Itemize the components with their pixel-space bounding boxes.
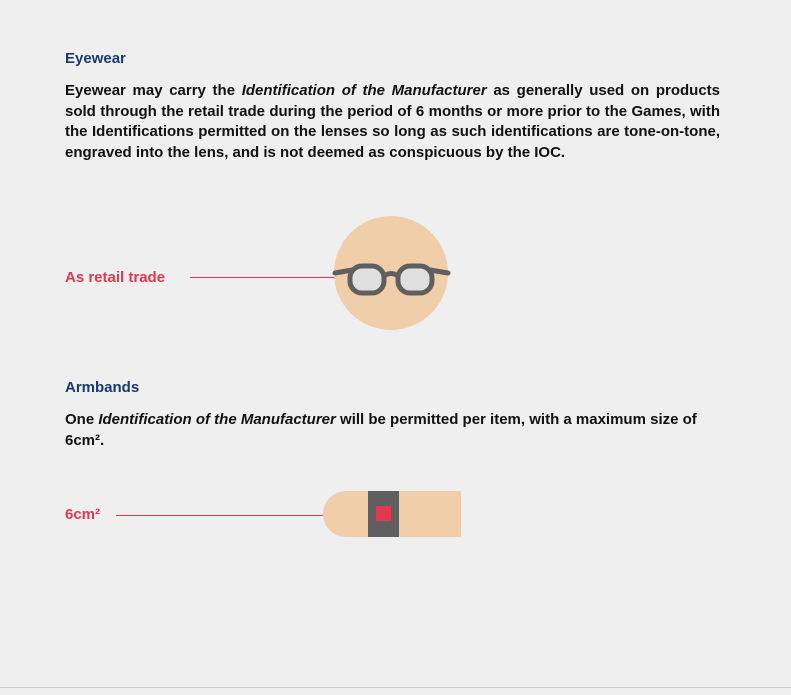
eyewear-text-end: as generally used on products sold through the retail trade during the period of 6 months or more prior to the Games, with the Identifications permitted on the lenses so long as such identifications are tone-on-tone, engraved into the lens, and is not deemed as conspicuous by the IOC. — [65, 82, 720, 161]
eyewear-callout-line — [190, 277, 340, 278]
eyewear-callout-label: As retail trade — [65, 269, 166, 286]
arm-with-armband-icon — [322, 490, 462, 538]
eyewear-heading: Eyewear — [65, 50, 126, 67]
armband-callout-label: 6cm² — [65, 506, 101, 523]
face-with-glasses-icon — [333, 215, 450, 332]
manufacturer-mark — [376, 506, 391, 521]
armbands-paragraph — [65, 410, 720, 451]
eyewear-text-italic: Identification of the Manufacturer — [241, 82, 487, 99]
eyewear-paragraph — [65, 81, 720, 163]
armbands-text-end: will be permitted per item, with a maximum size of 6cm². — [65, 411, 697, 449]
eyewear-text-start: Eyewear may carry the — [65, 82, 242, 99]
page-bottom-rule — [0, 687, 791, 688]
armbands-heading: Armbands — [65, 379, 140, 396]
armbands-text-start: One — [65, 411, 99, 428]
armbands-text-italic: Identification of the Manufacturer — [98, 411, 336, 428]
